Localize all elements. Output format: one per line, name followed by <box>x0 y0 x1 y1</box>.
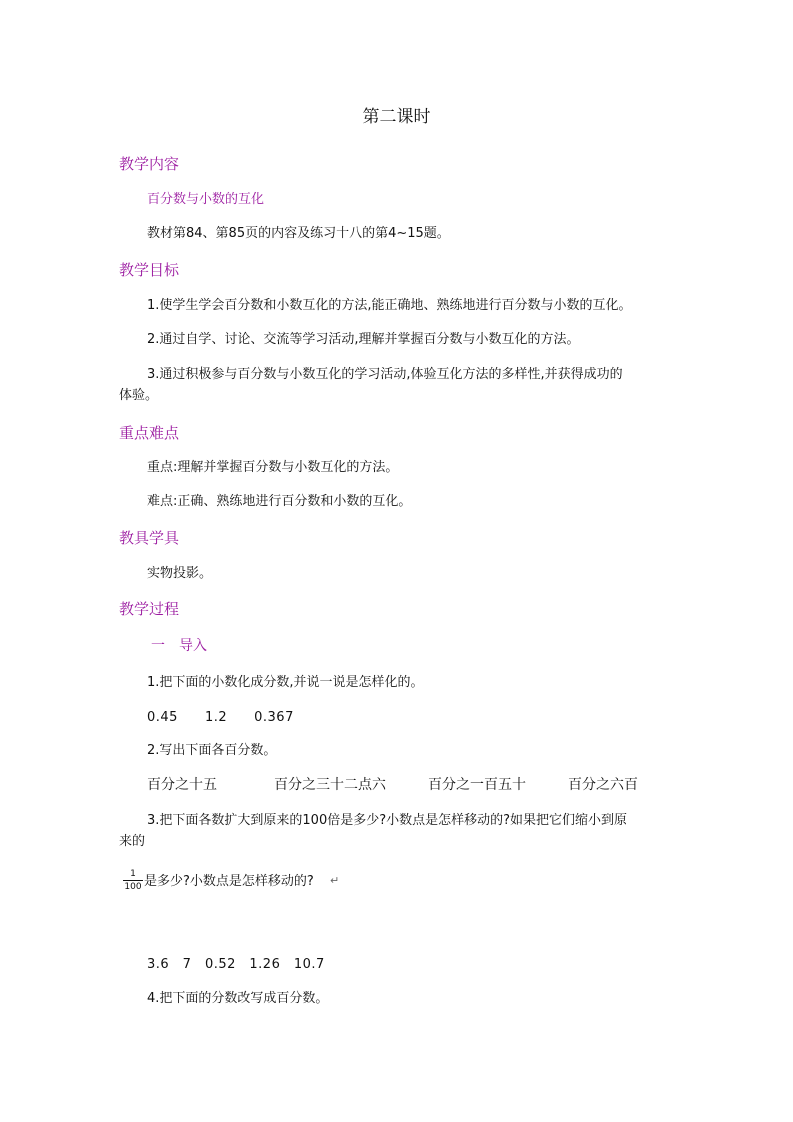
paragraph-mark-icon: ↵ <box>330 874 340 887</box>
page-title: 第二课时 <box>362 107 431 127</box>
question-4: 4.把下面的分数改写成百分数。 <box>147 991 329 1006</box>
question-2-item-3: 百分之一百五十 <box>428 777 526 793</box>
goal-item-2: 2.通过自学、讨论、交流等学习活动,理解并掌握百分数与小数互化的方法。 <box>147 332 580 347</box>
section-heading-key-points: 重点难点 <box>119 424 180 442</box>
process-part-one: 一 导入 <box>151 638 207 654</box>
question-1-values: 0.45 1.2 0.367 <box>147 710 294 725</box>
fraction-numerator: 1 <box>123 869 143 881</box>
goal-item-3-continued: 体验。 <box>119 388 159 403</box>
question-1: 1.把下面的小数化成分数,并说一说是怎样化的。 <box>147 675 424 690</box>
question-2-item-2: 百分之三十二点六 <box>274 777 386 793</box>
question-2-item-1: 百分之十五 <box>147 777 217 793</box>
section-heading-process: 教学过程 <box>119 600 180 618</box>
goal-item-3: 3.通过积极参与百分数与小数互化的学习活动,体验互化方法的多样性,并获得成功的 <box>147 367 623 382</box>
goal-item-1: 1.使学生学会百分数和小数互化的方法,能正确地、熟练地进行百分数与小数的互化。 <box>147 298 632 313</box>
question-3-line-3: 是多少?小数点是怎样移动的? <box>144 874 314 889</box>
question-3-line-1: 3.把下面各数扩大到原来的100倍是多少?小数点是怎样移动的?如果把它们缩小到原 <box>147 813 628 828</box>
fraction-denominator: 100 <box>124 882 142 892</box>
question-3-line-2: 来的 <box>119 834 146 849</box>
section-heading-goals: 教学目标 <box>119 261 180 279</box>
key-point-important: 重点:理解并掌握百分数与小数互化的方法。 <box>147 460 399 475</box>
content-subheading: 百分数与小数的互化 <box>147 192 265 207</box>
question-2-item-4: 百分之六百 <box>568 777 638 793</box>
section-heading-content: 教学内容 <box>119 155 180 173</box>
section-heading-tools: 教具学具 <box>119 529 180 547</box>
fraction-one-hundredth <box>123 869 143 892</box>
content-text: 教材第84、第85页的内容及练习十八的第4~15题。 <box>147 226 450 241</box>
question-2: 2.写出下面各百分数。 <box>147 743 277 758</box>
question-3-values: 3.6 7 0.52 1.26 10.7 <box>147 957 325 972</box>
tools-text: 实物投影。 <box>147 566 213 581</box>
key-point-difficult: 难点:正确、熟练地进行百分数和小数的互化。 <box>147 494 412 509</box>
